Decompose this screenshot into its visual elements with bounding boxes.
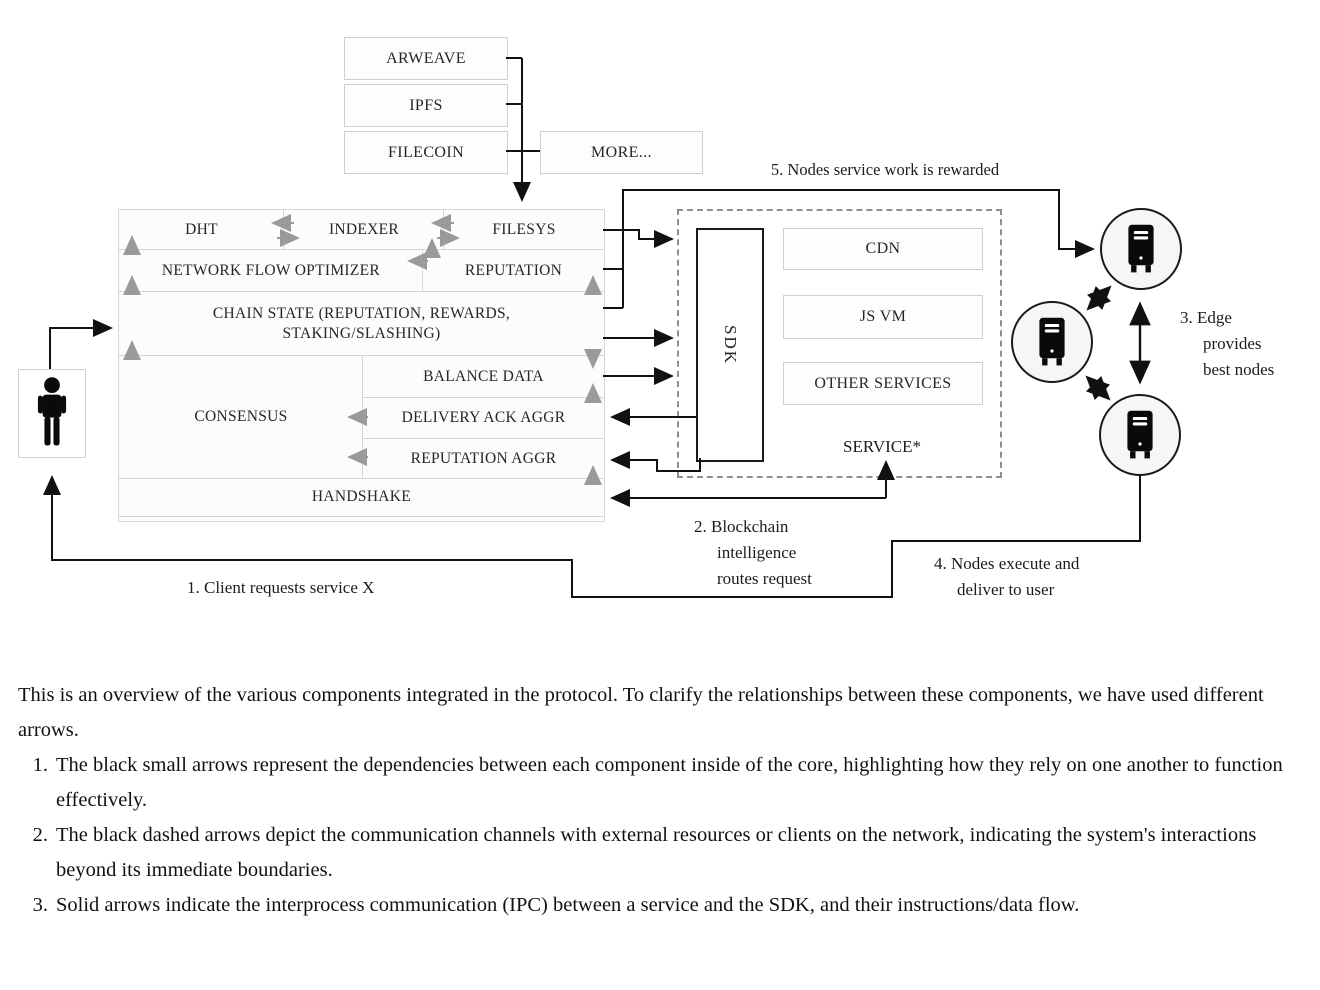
js-vm-box: JS VM [783, 295, 983, 339]
client-box [18, 369, 86, 458]
list-item-text: Solid arrows indicate the interprocess communication (IPC) between a service and the SDK, and their instructions/data flow. [56, 894, 1080, 916]
annotation-2-line1: 2. Blockchain [694, 517, 789, 536]
delivery-ack-aggr-box: DELIVERY ACK AGGR [362, 397, 605, 440]
server-icon [1123, 223, 1159, 275]
service-label: SERVICE* [843, 437, 921, 456]
list-item-text: The black dashed arrows depict the communication channels with external resources or clients on the network, indicating the system's interactions beyond its immediate boundaries. [56, 824, 1257, 881]
annotation-3-line3: best nodes [1203, 360, 1275, 379]
network-flow-optimizer-box: NETWORK FLOW OPTIMIZER [118, 249, 424, 293]
list-item-number: 1. [32, 754, 48, 776]
list-item [18, 748, 1306, 818]
annotation-1: 1. Client requests service X [187, 578, 375, 597]
list-item-number: 3. [32, 894, 48, 916]
annotation-3-line1: 3. Edge [1180, 308, 1232, 327]
more-box: MORE... [540, 131, 703, 174]
reputation-box: REPUTATION [422, 249, 605, 293]
annotation-2-line3: routes request [717, 569, 812, 588]
list-item-text: The black small arrows represent the dependencies between each component inside of the core, highlighting how they rely on one another to function effectively. [56, 754, 1283, 811]
cdn-box: CDN [783, 228, 983, 270]
person-icon [31, 376, 73, 452]
consensus-box: CONSENSUS [118, 355, 364, 480]
sdk-label: SDK [721, 324, 740, 365]
annotation-4 [934, 551, 1079, 603]
annotation-3-line2: provides [1203, 334, 1262, 353]
filesys-box: FILESYS [443, 209, 605, 251]
description-intro: This is an overview of the various components integrated in the protocol. To clarify the relationships between these components, we have used different arrows. [18, 684, 1264, 741]
list-item [18, 818, 1306, 888]
arweave-box: ARWEAVE [344, 37, 508, 80]
chain-state-box [118, 291, 605, 357]
edge-node-3 [1099, 394, 1181, 476]
filecoin-box: FILECOIN [344, 131, 508, 174]
handshake-box: HANDSHAKE [118, 478, 605, 517]
annotation-4-line2: deliver to user [957, 580, 1055, 599]
reputation-aggr-box: REPUTATION AGGR [362, 438, 605, 480]
dht-box: DHT [118, 209, 285, 251]
description [18, 678, 1306, 923]
edge-node-2 [1011, 301, 1093, 383]
list-item-number: 2. [32, 824, 48, 846]
server-icon [1122, 409, 1158, 461]
sdk-box [696, 228, 764, 462]
annotation-2-line2: intelligence [717, 543, 797, 562]
ipfs-box: IPFS [344, 84, 508, 127]
annotation-4-line1: 4. Nodes execute and [934, 554, 1080, 573]
indexer-box: INDEXER [283, 209, 445, 251]
description-list [18, 748, 1306, 923]
edge-node-1 [1100, 208, 1182, 290]
annotation-3 [1180, 305, 1274, 383]
balance-data-box: BALANCE DATA [362, 355, 605, 399]
annotation-5: 5. Nodes service work is rewarded [770, 160, 1000, 179]
other-services-box: OTHER SERVICES [783, 362, 983, 405]
annotation-2 [694, 514, 812, 592]
list-item [18, 888, 1306, 923]
server-icon [1034, 316, 1070, 368]
chain-state-label: CHAIN STATE (REPUTATION, REWARDS, STAKING/SLASHING) [212, 304, 511, 342]
